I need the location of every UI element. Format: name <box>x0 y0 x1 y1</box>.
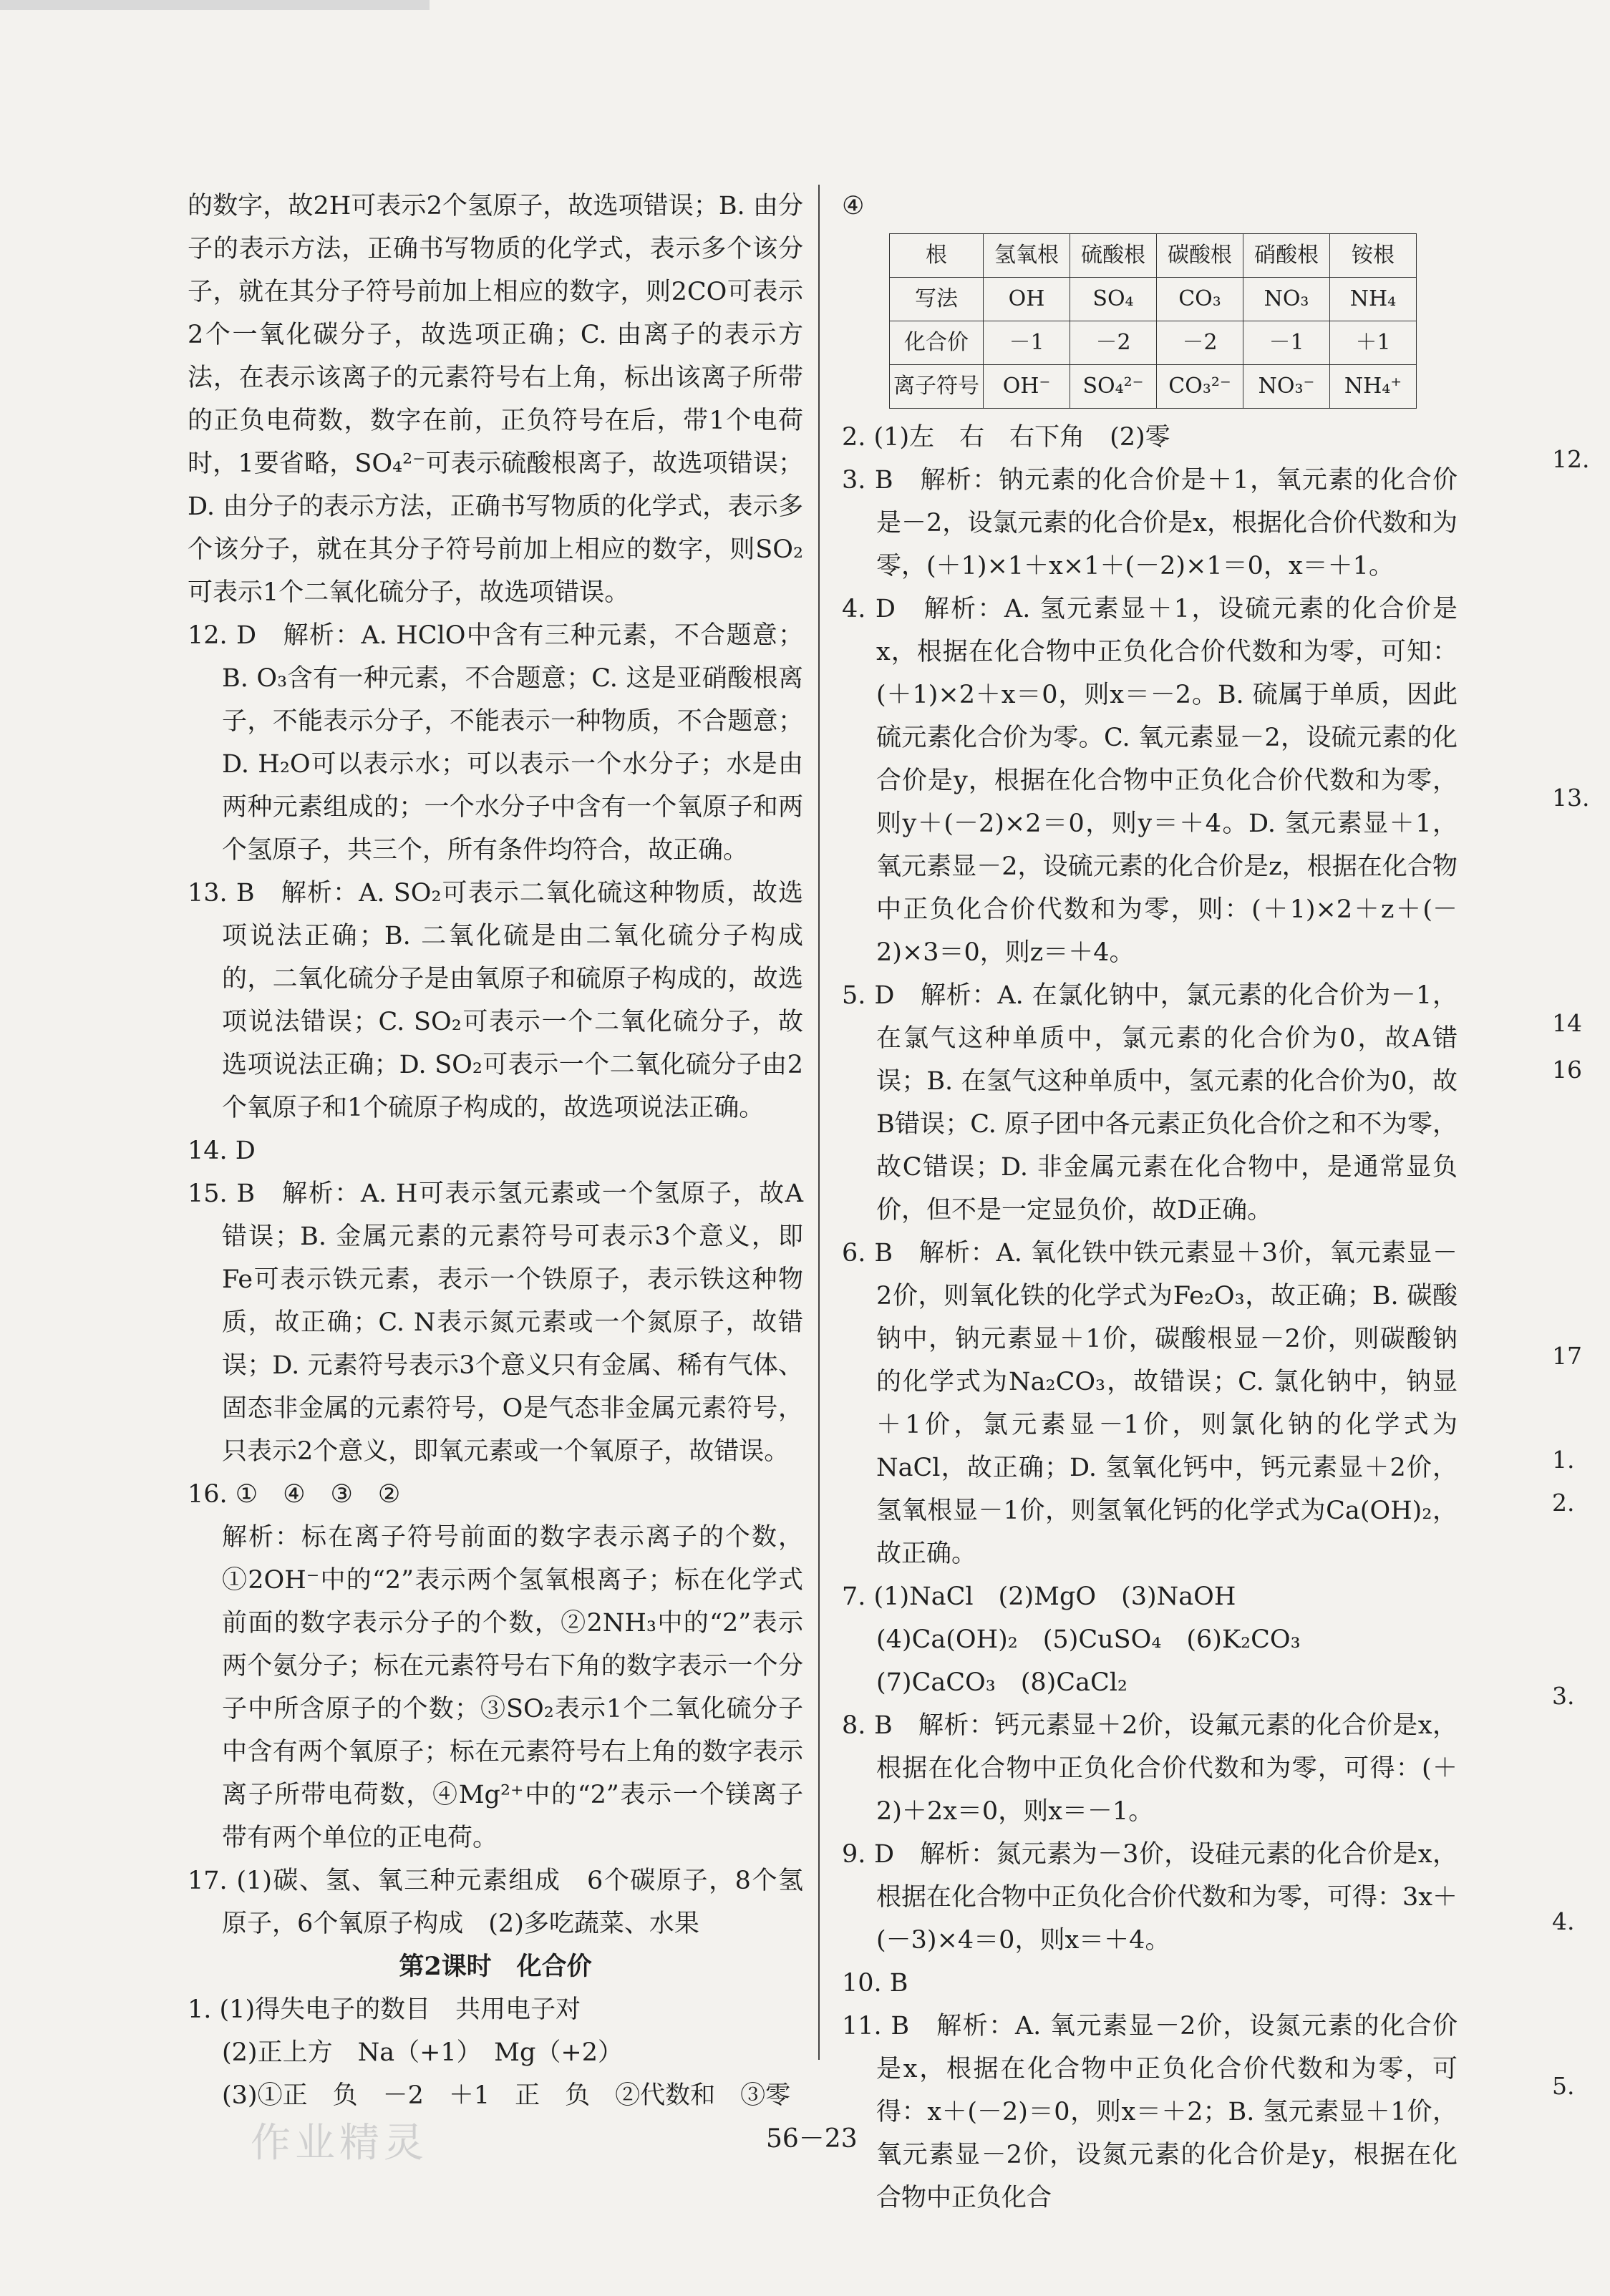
answer-continuation: (7)CaCO₃ (8)CaCl₂ <box>876 1668 1128 1697</box>
answer-item: 1. (1)得失电子的数目 共用电子对 <box>188 1995 581 2024</box>
table-row <box>890 278 1417 321</box>
table-cell: OH <box>984 278 1070 321</box>
table-cell: ＋1 <box>1330 321 1417 365</box>
edge-mark: 2. <box>1552 1489 1575 1517</box>
answer-continuation: 解析：标在离子符号前面的数字表示离子的个数，①2OH⁻中的“2”表示两个氢氧根离子；标在化学式前面的数字表示分子的个数，②2NH₃中的“2”表示两个氨分子；标在元素符号右下角的数字表示一个分子中所含原子的个数；③SO₂表示1个二氧化硫分子中含有两个氧原子；标在元素符号右上角的数字表示离子所带电荷数，④Mg²⁺中的“2”表示一个镁离子带有两个单位的正电荷。 <box>222 1523 803 1852</box>
table-row <box>890 365 1417 409</box>
edge-mark: 12. <box>1552 445 1590 473</box>
answer-continuation: (4)Ca(OH)₂ (5)CuSO₄ (6)K₂CO₃ <box>876 1625 1301 1654</box>
answer-item: 10. B <box>842 1969 908 1998</box>
edge-mark: 14 <box>1552 1009 1582 1037</box>
table-cell: 铵根 <box>1330 234 1417 278</box>
table-cell: 硝酸根 <box>1243 234 1330 278</box>
column-divider <box>818 185 820 2060</box>
table-cell: －2 <box>1157 321 1243 365</box>
answer-paragraph: 的数字，故2H可表示2个氢原子，故选项错误；B. 由分子的表示方法，正确书写物质的化学式，表示多个该分子，就在其分子符号前加上相应的数字，则2CO可表示2个一氧化碳分子，故选项正确；C. 由离子的表示方法，在表示该离子的元素符号右上角，标出该离子所带的正负电荷数，数字在前，正负符号在后，带1个电荷时，1要省略，SO₄²⁻可表示硫酸根离子，故选项错误；D. 由分子的表示方法，正确书写物质的化学式，表示多个该分子，就在其分子符号前加上相应的数字，则SO₂可表示1个二氧化硫分子，故选项错误。 <box>188 192 803 607</box>
table-cell: 化合价 <box>890 321 984 365</box>
table-cell: 氢氧根 <box>984 234 1070 278</box>
edge-mark: 1. <box>1552 1446 1575 1474</box>
table-cell: SO₄ <box>1070 278 1157 321</box>
table-cell: －1 <box>984 321 1070 365</box>
table-cell: SO₄²⁻ <box>1070 365 1157 409</box>
table-cell: CO₃²⁻ <box>1157 365 1243 409</box>
answer-item: 16. ① ④ ③ ② <box>188 1480 401 1509</box>
circled-marker: ④ <box>842 192 865 220</box>
left-column <box>188 185 803 2117</box>
answer-item: 13. B 解析：A. SO₂可表示二氧化硫这种物质，故选项说法正确；B. 二氧化硫是由二氧化硫分子构成的，二氧化硫分子是由氧原子和硫原子构成的，故选项说法错误；C. SO₂可表示一个二氧化硫分子，故选项说法正确；D. SO₂可表示一个二氧化硫分子由2个氧原子和1个硫原子构成的，故选项说法正确。 <box>188 879 803 1122</box>
table-cell: 写法 <box>890 278 984 321</box>
edge-mark: 4. <box>1552 1907 1575 1935</box>
table-cell: 碳酸根 <box>1157 234 1243 278</box>
answer-item: 4. D 解析：A. 氢元素显＋1，设硫元素的化合价是x，根据在化合物中正负化合价代数和为零，可知：(＋1)×2＋x＝0，则x＝－2。B. 硫属于单质，因此硫元素化合价为零。C. 氧元素显－2，设硫元素的化合价是y，根据在化合物中正负化合价代数和为零，则y＋(－2)×2＝0，则y＝＋4。D. 氢元素显＋1，氧元素显－2，设硫元素的化合价是z，根据在化合物中正负化合价代数和为零，则：(＋1)×2＋z＋(－2)×3＝0，则z＝＋4。 <box>842 595 1458 967</box>
table-header-row <box>890 234 1417 278</box>
answer-item: 12. D 解析：A. HClO中含有三种元素，不合题意；B. O₃含有一种元素，不合题意；C. 这是亚硝酸根离子，不能表示分子，不能表示一种物质，不合题意；D. H₂O可以表示水；可以表示一个水分子；水是由两种元素组成的；一个水分子中含有一个氧原子和两个氢原子，共三个，所有条件均符合，故正确。 <box>188 621 803 865</box>
top-scan-strip <box>0 0 430 10</box>
table-cell: CO₃ <box>1157 278 1243 321</box>
table-row <box>890 321 1417 365</box>
right-answers <box>842 416 1458 2219</box>
answer-item: 9. D 解析：氮元素为－3价，设硅元素的化合价是x，根据在化合物中正负化合价代数和为零，可得：3x＋(－3)×4＝0，则x＝＋4。 <box>842 1840 1458 1955</box>
table-cell: 离子符号 <box>890 365 984 409</box>
answer-item: 2. (1)左 右 右下角 (2)零 <box>842 423 1170 452</box>
section-title: 第2课时 化合价 <box>399 1952 592 1981</box>
answer-item: 5. D 解析：A. 在氯化钠中，氯元素的化合价为－1，在氯气这种单质中，氯元素的化合价为0，故A错误；B. 在氢气这种单质中，氢元素的化合价为0，故B错误；C. 原子团中各元素正负化合价之和不为零，故C错误；D. 非金属元素在化合物中，是通常显负价，但不是一定显负价，故D正确。 <box>842 981 1458 1225</box>
table-cell: NO₃ <box>1243 278 1330 321</box>
answer-item: 11. B 解析：A. 氧元素显－2价，设氮元素的化合价是x，根据在化合物中正负化合价代数和为零，可得：x＋(－2)＝0，则x＝＋2；B. 氢元素显＋1价，氧元素显－2价，设氮元素的化合价是y，根据在化合物中正负化合 <box>842 2012 1458 2212</box>
table-cell: NH₄⁺ <box>1330 365 1417 409</box>
page-number: 56－23 <box>766 2124 858 2154</box>
roots-table <box>889 233 1417 409</box>
edge-mark: 16 <box>1552 1056 1582 1084</box>
answer-continuation: (2)正上方 Na（+1） Mg（+2） <box>222 2038 624 2067</box>
watermark: 作业精灵 <box>251 2120 428 2166</box>
answer-item: 15. B 解析：A. H可表示氢元素或一个氢原子，故A错误；B. 金属元素的元素符号可表示3个意义，即Fe可表示铁元素，表示一个铁原子，表示铁这种物质，故正确；C. N表示氮元素或一个氮原子，故错误；D. 元素符号表示3个意义只有金属、稀有气体、固态非金属的元素符号，O是气态非金属元素符号，只表示2个意义，即氧元素或一个氧原子，故错误。 <box>188 1179 803 1466</box>
table-cell: NH₄ <box>1330 278 1417 321</box>
table-cell: －2 <box>1070 321 1157 365</box>
right-column <box>842 185 1458 2219</box>
edge-mark: 13. <box>1552 784 1590 812</box>
answer-item: 6. B 解析：A. 氧化铁中铁元素显＋3价，氧元素显－2价，则氧化铁的化学式为Fe₂O₃，故正确；B. 碳酸钠中，钠元素显＋1价，碳酸根显－2价，则碳酸钠的化学式为Na₂CO₃，故错误；C. 氯化钠中，钠显＋1价，氯元素显－1价，则氯化钠的化学式为NaCl，故正确；D. 氢氧化钙中，钙元素显＋2价，氢氧根显－1价，则氢氧化钙的化学式为Ca(OH)₂，故正确。 <box>842 1239 1458 1568</box>
table-cell: 硫酸根 <box>1070 234 1157 278</box>
answer-item: 17. (1)碳、氢、氧三种元素组成 6个碳原子，8个氢原子，6个氧原子构成 (2)多吃蔬菜、水果 <box>188 1867 803 1938</box>
table-cell: OH⁻ <box>984 365 1070 409</box>
table-cell: NO₃⁻ <box>1243 365 1330 409</box>
answer-item: 8. B 解析：钙元素显＋2价，设氟元素的化合价是x，根据在化合物中正负化合价代数和为零，可得：(＋2)＋2x＝0，则x＝－1。 <box>842 1711 1458 1826</box>
answer-item: 3. B 解析：钠元素的化合价是＋1，氧元素的化合价是－2，设氯元素的化合价是x，根据化合价代数和为零，(＋1)×1＋x×1＋(－2)×1＝0，x＝＋1。 <box>842 466 1458 580</box>
table-cell: －1 <box>1243 321 1330 365</box>
edge-mark: 17 <box>1552 1342 1582 1370</box>
answer-item: 7. (1)NaCl (2)MgO (3)NaOH <box>842 1582 1236 1611</box>
edge-mark: 5. <box>1552 2072 1575 2100</box>
answer-continuation: (3)①正 负 －2 ＋1 正 负 ②代数和 ③零 <box>222 2081 791 2110</box>
answer-item: 14. D <box>188 1137 256 1165</box>
edge-mark: 3. <box>1552 1682 1575 1710</box>
table-cell: 根 <box>890 234 984 278</box>
